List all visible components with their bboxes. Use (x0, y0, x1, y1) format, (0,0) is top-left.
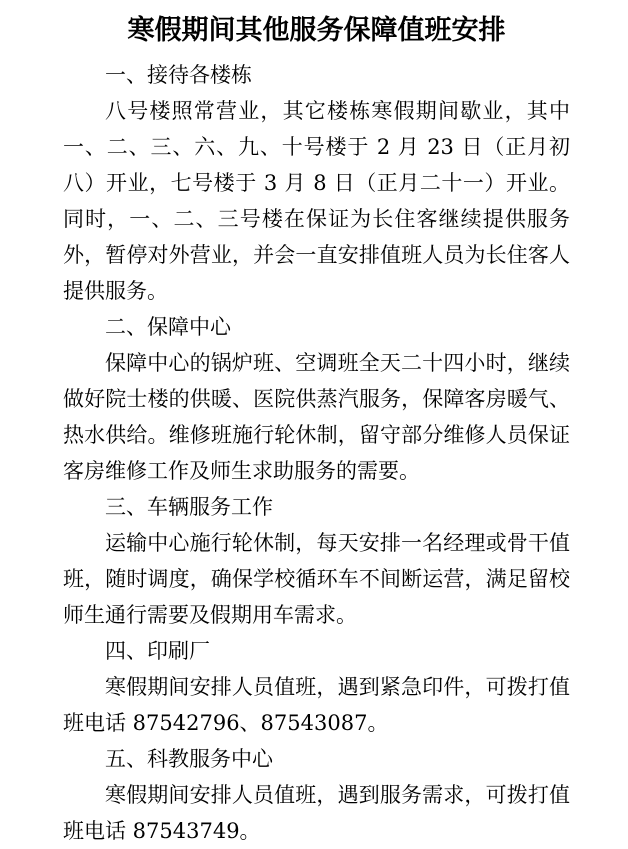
section-1-heading: 一、接待各楼栋 (105, 63, 252, 87)
section-4-body: 寒假期间安排人员值班，遇到紧急印件，可拨打值班电话 87542796、87543087。 (63, 675, 570, 735)
section-4-heading: 四、印刷厂 (105, 639, 210, 663)
document-title: 寒假期间其他服务保障值班安排 (127, 15, 506, 46)
section-5-body: 寒假期间安排人员值班，遇到服务需求，可拨打值班电话 87543749。 (63, 783, 570, 843)
section-1-body: 八号楼照常营业，其它楼栋寒假期间歇业，其中一、二、三、六、九、十号楼于 2 月 23 日（正月初八）开业，七号楼于 3 月 8 日（正月二十一）开业。同时，一、二、三号楼在保证为长住客继续提供服务外，暂停对外营业，并会一直安排值班人员为长住客人提供服务。 (63, 99, 570, 303)
section-2-body: 保障中心的锅炉班、空调班全天二十四小时，继续做好院士楼的供暖、医院供蒸汽服务，保障客房暖气、热水供给。维修班施行轮休制，留守部分维修人员保证客房维修工作及师生求助服务的需要。 (63, 351, 570, 483)
section-2-heading: 二、保障中心 (105, 315, 231, 339)
section-3-body: 运输中心施行轮休制，每天安排一名经理或骨干值班，随时调度，确保学校循环车不间断运营，满足留校师生通行需要及假期用车需求。 (63, 531, 570, 627)
section-3-heading: 三、车辆服务工作 (105, 495, 273, 519)
section-5-heading: 五、科教服务中心 (105, 747, 273, 771)
